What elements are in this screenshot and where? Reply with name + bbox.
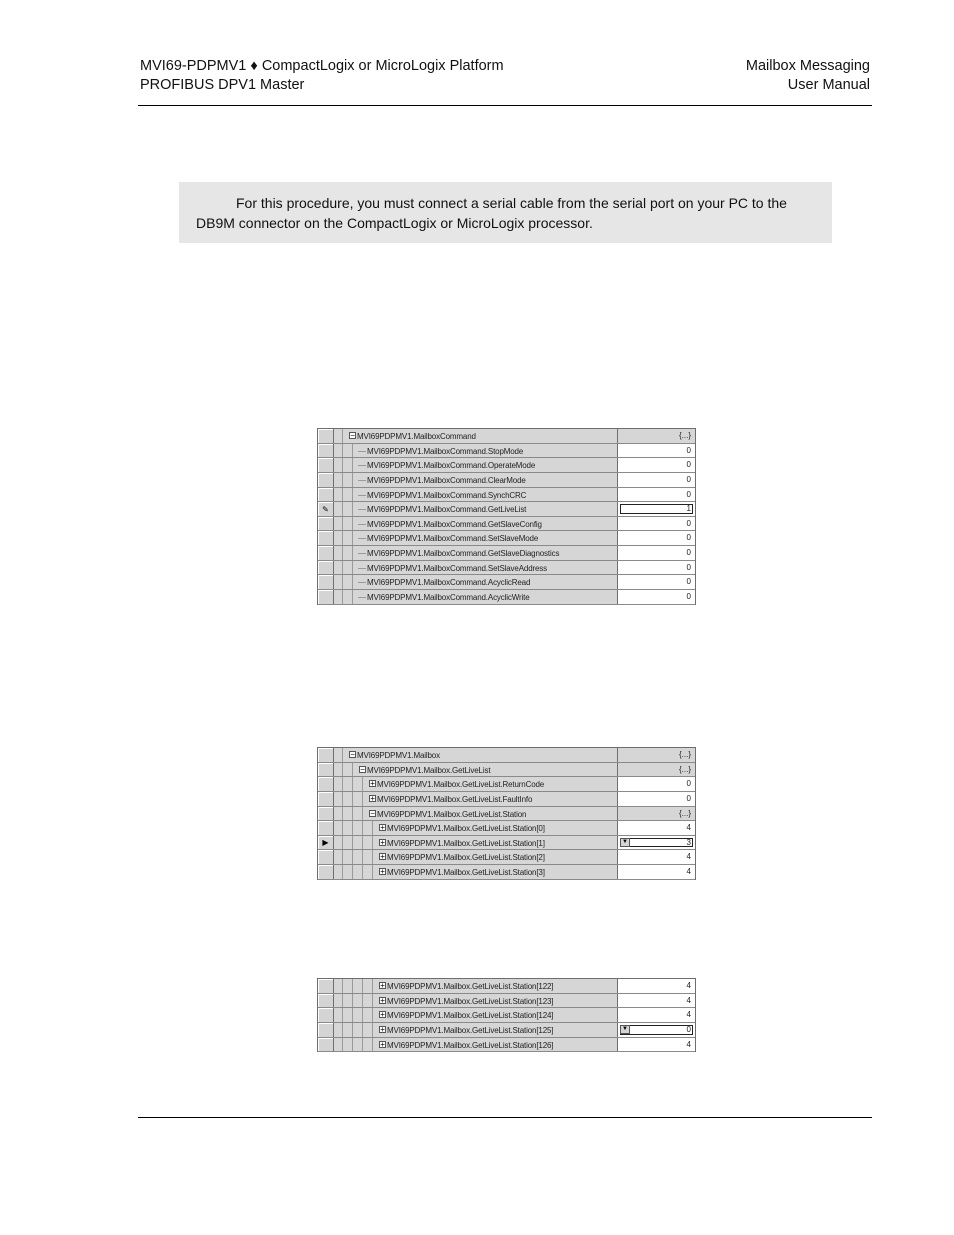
tag-name: MVI69PDPMV1.Mailbox xyxy=(357,751,440,760)
tag-name-cell xyxy=(334,821,618,835)
row-selector[interactable] xyxy=(318,429,334,443)
tree-guide-line xyxy=(362,1038,363,1052)
tag-name-cell xyxy=(334,1023,618,1037)
row-selector[interactable] xyxy=(318,546,334,560)
tree-guide-line xyxy=(352,821,353,835)
expand-icon[interactable]: + xyxy=(380,852,385,862)
expand-icon[interactable]: + xyxy=(380,981,385,990)
tag-name-cell xyxy=(334,865,618,879)
tag-row[interactable] xyxy=(318,429,695,444)
tag-row[interactable] xyxy=(318,1023,695,1038)
station-list-tag-grid xyxy=(317,978,696,1052)
tree-guide-line xyxy=(342,473,343,487)
tree-guide-line xyxy=(362,1023,363,1037)
tag-value: 0 xyxy=(686,562,691,572)
tag-name-cell xyxy=(334,1008,618,1022)
tree-guide-line xyxy=(352,546,353,560)
tag-value-cell[interactable] xyxy=(618,590,695,604)
tag-name: MVI69PDPMV1.Mailbox.GetLiveList.Station xyxy=(377,809,527,819)
tag-value: 0 xyxy=(686,793,691,803)
expand-icon[interactable]: + xyxy=(380,867,385,877)
tree-guide-line xyxy=(352,763,353,777)
tag-value: 4 xyxy=(686,1010,691,1020)
tree-branch-line xyxy=(358,524,366,525)
tree-guide-line xyxy=(352,792,353,806)
expand-icon[interactable]: + xyxy=(370,779,375,789)
tag-value: 0 xyxy=(686,779,691,789)
header-product-title: MVI69-PDPMV1 ♦ CompactLogix or MicroLogix Platform xyxy=(140,58,504,74)
tree-branch-line xyxy=(358,553,366,554)
tag-value: 0 xyxy=(686,518,691,528)
row-selector[interactable] xyxy=(318,792,334,806)
row-selector[interactable] xyxy=(318,807,334,821)
tree-guide-line xyxy=(342,821,343,835)
tree-guide-line xyxy=(352,488,353,502)
tag-name: MVI69PDPMV1.Mailbox.GetLiveList.Station[0] xyxy=(387,824,545,834)
tag-name-cell xyxy=(334,458,618,472)
tag-value-cell[interactable] xyxy=(618,777,695,791)
tree-branch-line xyxy=(358,451,366,452)
tag-value-cell[interactable] xyxy=(618,458,695,472)
tag-value: 0 xyxy=(686,489,691,499)
tag-row[interactable] xyxy=(318,836,695,851)
tree-guide-line xyxy=(342,590,343,604)
row-selector[interactable] xyxy=(318,517,334,531)
tag-name: MVI69PDPMV1.Mailbox.GetLiveList.FaultInfo xyxy=(377,794,533,804)
tree-guide-line xyxy=(342,865,343,879)
tag-row[interactable] xyxy=(318,821,695,836)
note-text-line1: For this procedure, you must connect a serial cable from the serial port on your PC to the xyxy=(236,195,787,211)
tag-row[interactable] xyxy=(318,502,695,517)
tree-guide-line xyxy=(342,575,343,589)
tag-value: 1 xyxy=(686,504,691,514)
tree-guide-line xyxy=(362,1008,363,1022)
tree-guide-line xyxy=(342,763,343,777)
tag-name-cell xyxy=(334,473,618,487)
tag-row[interactable] xyxy=(318,444,695,459)
tag-name-cell xyxy=(334,575,618,589)
row-selector[interactable] xyxy=(318,444,334,458)
tag-name-cell xyxy=(334,836,618,850)
tag-name: MVI69PDPMV1.MailboxCommand xyxy=(357,432,476,441)
tag-row[interactable] xyxy=(318,458,695,473)
tag-value-cell[interactable] xyxy=(618,429,695,443)
tree-guide-line xyxy=(342,546,343,560)
tree-branch-line xyxy=(358,480,366,481)
tag-name: MVI69PDPMV1.Mailbox.GetLiveList.Station[1] xyxy=(387,838,545,848)
row-selector[interactable] xyxy=(318,531,334,545)
header-manual-title: User Manual xyxy=(787,77,870,93)
tag-value-cell[interactable] xyxy=(618,561,695,575)
tag-name: MVI69PDPMV1.Mailbox.GetLiveList.Station[124] xyxy=(387,1011,554,1021)
tag-name-cell xyxy=(334,777,618,791)
tree-guide-line xyxy=(352,807,353,821)
footer-divider xyxy=(138,1117,872,1118)
tag-value-cell[interactable] xyxy=(618,444,695,458)
header-product-subtitle: PROFIBUS DPV1 Master xyxy=(140,77,305,93)
tag-name-cell xyxy=(334,590,618,604)
tag-name: MVI69PDPMV1.Mailbox.GetLiveList.Station[122] xyxy=(387,982,554,991)
tree-guide-line xyxy=(352,850,353,864)
tag-row[interactable] xyxy=(318,850,695,865)
tag-row[interactable] xyxy=(318,1008,695,1023)
tree-guide-line xyxy=(372,836,373,850)
tag-name: MVI69PDPMV1.MailboxCommand.StopMode xyxy=(367,446,524,456)
tag-value: 4 xyxy=(686,995,691,1005)
tree-guide-line xyxy=(342,488,343,502)
row-selector[interactable] xyxy=(318,836,334,850)
tag-name: MVI69PDPMV1.Mailbox.GetLiveList.Station[2] xyxy=(387,853,545,863)
tag-name-cell xyxy=(334,546,618,560)
tree-guide-line xyxy=(342,531,343,545)
tag-name-cell xyxy=(334,994,618,1008)
tree-guide-line xyxy=(342,777,343,791)
tag-value-cell[interactable] xyxy=(618,865,695,879)
tree-guide-line xyxy=(342,429,343,443)
expand-icon[interactable]: + xyxy=(370,793,375,803)
dropdown-arrow-icon[interactable]: ▼ xyxy=(620,838,630,847)
tree-guide-line xyxy=(342,1023,343,1037)
tag-name-cell xyxy=(334,792,618,806)
tree-guide-line xyxy=(352,473,353,487)
tree-guide-line xyxy=(342,979,343,993)
collapse-icon[interactable]: − xyxy=(370,808,375,818)
tag-name: MVI69PDPMV1.Mailbox.GetLiveList.Station[126] xyxy=(387,1040,554,1050)
tree-guide-line xyxy=(362,850,363,864)
header-divider xyxy=(138,105,872,106)
row-selector[interactable] xyxy=(318,458,334,472)
current-row-arrow-icon: ▶ xyxy=(322,838,329,848)
tree-guide-line xyxy=(372,1008,373,1022)
row-selector[interactable] xyxy=(318,1023,334,1037)
tree-guide-line xyxy=(352,979,353,993)
tag-name: MVI69PDPMV1.MailboxCommand.GetSlaveDiagnostics xyxy=(367,549,560,559)
row-selector[interactable] xyxy=(318,575,334,589)
tag-name: MVI69PDPMV1.Mailbox.GetLiveList xyxy=(367,765,491,775)
expand-icon[interactable]: + xyxy=(380,1024,385,1034)
row-selector[interactable] xyxy=(318,821,334,835)
tree-guide-line xyxy=(352,575,353,589)
tag-value-cell[interactable] xyxy=(618,792,695,806)
tree-branch-line xyxy=(358,465,366,466)
collapse-icon[interactable]: − xyxy=(360,764,365,774)
tree-guide-line xyxy=(342,792,343,806)
tag-name: MVI69PDPMV1.Mailbox.GetLiveList.Station[123] xyxy=(387,996,554,1006)
tree-guide-line xyxy=(372,979,373,993)
tree-guide-line xyxy=(362,821,363,835)
page-header-left xyxy=(140,57,504,95)
tag-name: MVI69PDPMV1.MailboxCommand.SetSlaveMode xyxy=(367,534,539,544)
tag-value-cell[interactable] xyxy=(618,488,695,502)
tag-value-cell[interactable] xyxy=(618,575,695,589)
row-selector[interactable] xyxy=(318,1038,334,1052)
tag-name-cell xyxy=(334,429,618,443)
row-selector[interactable] xyxy=(318,590,334,604)
tree-guide-line xyxy=(342,502,343,516)
tag-row[interactable] xyxy=(318,807,695,822)
tag-value-cell[interactable] xyxy=(618,1023,695,1037)
mailbox-getlivelist-tag-grid xyxy=(317,747,696,880)
tree-guide-line xyxy=(352,531,353,545)
tree-branch-line xyxy=(358,568,366,569)
tag-value-cell[interactable] xyxy=(618,850,695,864)
tree-guide-line xyxy=(352,1023,353,1037)
header-section-title: Mailbox Messaging xyxy=(745,58,870,74)
mailbox-command-tag-grid xyxy=(317,428,696,605)
tag-value: 0 xyxy=(686,577,691,587)
tag-value-cell[interactable] xyxy=(618,807,695,821)
tag-name: MVI69PDPMV1.Mailbox.GetLiveList.ReturnCode xyxy=(377,780,545,790)
tree-guide-line xyxy=(362,994,363,1008)
tag-name: MVI69PDPMV1.MailboxCommand.GetLiveList xyxy=(367,505,527,515)
tree-guide-line xyxy=(372,850,373,864)
tree-guide-line xyxy=(342,458,343,472)
tag-name: MVI69PDPMV1.MailboxCommand.GetSlaveConfig xyxy=(367,519,542,529)
tag-row[interactable] xyxy=(318,1038,695,1053)
tag-row[interactable] xyxy=(318,531,695,546)
row-selector[interactable] xyxy=(318,979,334,993)
tag-value: 0 xyxy=(686,533,691,543)
tag-name: MVI69PDPMV1.MailboxCommand.OperateMode xyxy=(367,461,536,471)
tree-guide-line xyxy=(372,1038,373,1052)
row-selector[interactable] xyxy=(318,763,334,777)
row-selector[interactable] xyxy=(318,777,334,791)
tag-name-cell xyxy=(334,561,618,575)
tree-guide-line xyxy=(342,1008,343,1022)
tag-name-cell xyxy=(334,807,618,821)
row-selector[interactable] xyxy=(318,865,334,879)
tree-guide-line xyxy=(352,590,353,604)
tree-guide-line xyxy=(342,836,343,850)
tag-name-cell xyxy=(334,763,618,777)
tag-value: 4 xyxy=(686,1039,691,1049)
tag-value: 4 xyxy=(686,981,691,990)
row-selector[interactable] xyxy=(318,561,334,575)
tree-guide-line xyxy=(362,792,363,806)
tag-value: 0 xyxy=(686,474,691,484)
tag-value-cell[interactable] xyxy=(618,517,695,531)
tree-branch-line xyxy=(358,538,366,539)
tree-guide-line xyxy=(362,979,363,993)
tag-value: {...} xyxy=(678,750,691,759)
tag-row[interactable] xyxy=(318,546,695,561)
tag-name-cell xyxy=(334,517,618,531)
tree-guide-line xyxy=(342,850,343,864)
tag-name: MVI69PDPMV1.MailboxCommand.SetSlaveAddress xyxy=(367,563,548,573)
tag-value: 0 xyxy=(686,460,691,470)
tree-guide-line xyxy=(342,517,343,531)
tree-branch-line xyxy=(358,495,366,496)
tag-name-cell xyxy=(334,444,618,458)
tag-name: MVI69PDPMV1.MailboxCommand.AcyclicRead xyxy=(367,578,531,588)
tree-guide-line xyxy=(362,865,363,879)
tag-value: 3 xyxy=(686,837,691,847)
tag-value-cell[interactable] xyxy=(618,473,695,487)
tree-guide-line xyxy=(342,994,343,1008)
tree-guide-line xyxy=(372,1023,373,1037)
note-text-line2: DB9M connector on the CompactLogix or MicroLogix processor. xyxy=(196,215,593,231)
tag-value: 4 xyxy=(686,852,691,862)
tag-value-cell[interactable] xyxy=(618,1008,695,1022)
tag-name: MVI69PDPMV1.MailboxCommand.ClearMode xyxy=(367,475,526,485)
tag-row[interactable] xyxy=(318,473,695,488)
tree-guide-line xyxy=(352,517,353,531)
tag-row[interactable] xyxy=(318,979,695,994)
tree-guide-line xyxy=(352,865,353,879)
page-header-right xyxy=(746,57,870,95)
tag-value-cell[interactable] xyxy=(618,1038,695,1052)
expand-icon[interactable]: + xyxy=(380,1010,385,1020)
tree-guide-line xyxy=(342,807,343,821)
tag-name-cell xyxy=(334,850,618,864)
tree-guide-line xyxy=(342,1038,343,1052)
tag-value-cell[interactable] xyxy=(618,994,695,1008)
tree-guide-line xyxy=(362,807,363,821)
row-selector[interactable] xyxy=(318,488,334,502)
tree-guide-line xyxy=(352,502,353,516)
tree-guide-line xyxy=(362,836,363,850)
tag-row[interactable] xyxy=(318,488,695,503)
tag-value-cell[interactable] xyxy=(618,821,695,835)
tag-value-cell[interactable] xyxy=(618,763,695,777)
tree-branch-line xyxy=(358,597,366,598)
tag-value-cell[interactable] xyxy=(618,546,695,560)
tag-name-cell xyxy=(334,531,618,545)
tag-name: MVI69PDPMV1.Mailbox.GetLiveList.Station[3] xyxy=(387,868,545,878)
row-selector[interactable] xyxy=(318,473,334,487)
collapse-icon[interactable]: − xyxy=(350,750,355,759)
note-box xyxy=(179,182,832,243)
tag-value-cell[interactable] xyxy=(618,748,695,762)
tree-guide-line xyxy=(352,458,353,472)
tree-guide-line xyxy=(362,777,363,791)
tag-row[interactable] xyxy=(318,763,695,778)
tree-guide-line xyxy=(352,994,353,1008)
pencil-edit-icon: ✎ xyxy=(322,504,329,514)
row-selector[interactable] xyxy=(318,994,334,1008)
tree-guide-line xyxy=(342,748,343,762)
tag-value: 0 xyxy=(686,445,691,455)
tag-value-cell[interactable] xyxy=(618,502,695,516)
tree-branch-line xyxy=(358,582,366,583)
tag-name: MVI69PDPMV1.MailboxCommand.SynchCRC xyxy=(367,490,527,500)
tree-guide-line xyxy=(342,444,343,458)
tag-name: MVI69PDPMV1.MailboxCommand.AcyclicWrite xyxy=(367,593,530,603)
tag-value: {...} xyxy=(678,431,691,440)
tree-guide-line xyxy=(352,1008,353,1022)
tree-guide-line xyxy=(372,821,373,835)
tag-row[interactable] xyxy=(318,748,695,763)
expand-icon[interactable]: + xyxy=(380,995,385,1005)
tag-value: 4 xyxy=(686,867,691,877)
tag-name-cell xyxy=(334,488,618,502)
tag-row[interactable] xyxy=(318,575,695,590)
row-selector[interactable] xyxy=(318,748,334,762)
tag-value: 4 xyxy=(686,823,691,833)
tree-branch-line xyxy=(358,509,366,510)
tag-value: {...} xyxy=(678,764,691,774)
tag-name-cell xyxy=(334,979,618,993)
tag-name-cell xyxy=(334,1038,618,1052)
tag-row[interactable] xyxy=(318,590,695,605)
tag-value: 0 xyxy=(686,592,691,602)
tree-guide-line xyxy=(352,444,353,458)
tree-guide-line xyxy=(342,561,343,575)
tree-guide-line xyxy=(372,994,373,1008)
tree-guide-line xyxy=(352,836,353,850)
tag-name: MVI69PDPMV1.Mailbox.GetLiveList.Station[125] xyxy=(387,1025,554,1035)
dropdown-arrow-icon[interactable]: ▼ xyxy=(620,1025,630,1034)
tag-value: 0 xyxy=(686,548,691,558)
tag-name-cell xyxy=(334,748,618,762)
tree-guide-line xyxy=(352,561,353,575)
tag-row[interactable] xyxy=(318,561,695,576)
tag-value-cell[interactable] xyxy=(618,836,695,850)
tag-value: 0 xyxy=(686,1024,691,1034)
tag-name-cell xyxy=(334,502,618,516)
tag-row[interactable] xyxy=(318,792,695,807)
tag-row[interactable] xyxy=(318,777,695,792)
tree-guide-line xyxy=(352,1038,353,1052)
tag-value: {...} xyxy=(678,808,691,818)
row-selector[interactable] xyxy=(318,1008,334,1022)
tag-row[interactable] xyxy=(318,517,695,532)
tree-guide-line xyxy=(372,865,373,879)
expand-icon[interactable]: + xyxy=(380,1039,385,1049)
tag-row[interactable] xyxy=(318,865,695,880)
tree-guide-line xyxy=(352,777,353,791)
expand-icon[interactable]: + xyxy=(380,837,385,847)
row-selector[interactable] xyxy=(318,850,334,864)
tag-value-cell[interactable] xyxy=(618,531,695,545)
collapse-icon[interactable]: − xyxy=(350,431,355,440)
row-selector[interactable] xyxy=(318,502,334,516)
expand-icon[interactable]: + xyxy=(380,823,385,833)
tag-row[interactable] xyxy=(318,994,695,1009)
tag-value-cell[interactable] xyxy=(618,979,695,993)
